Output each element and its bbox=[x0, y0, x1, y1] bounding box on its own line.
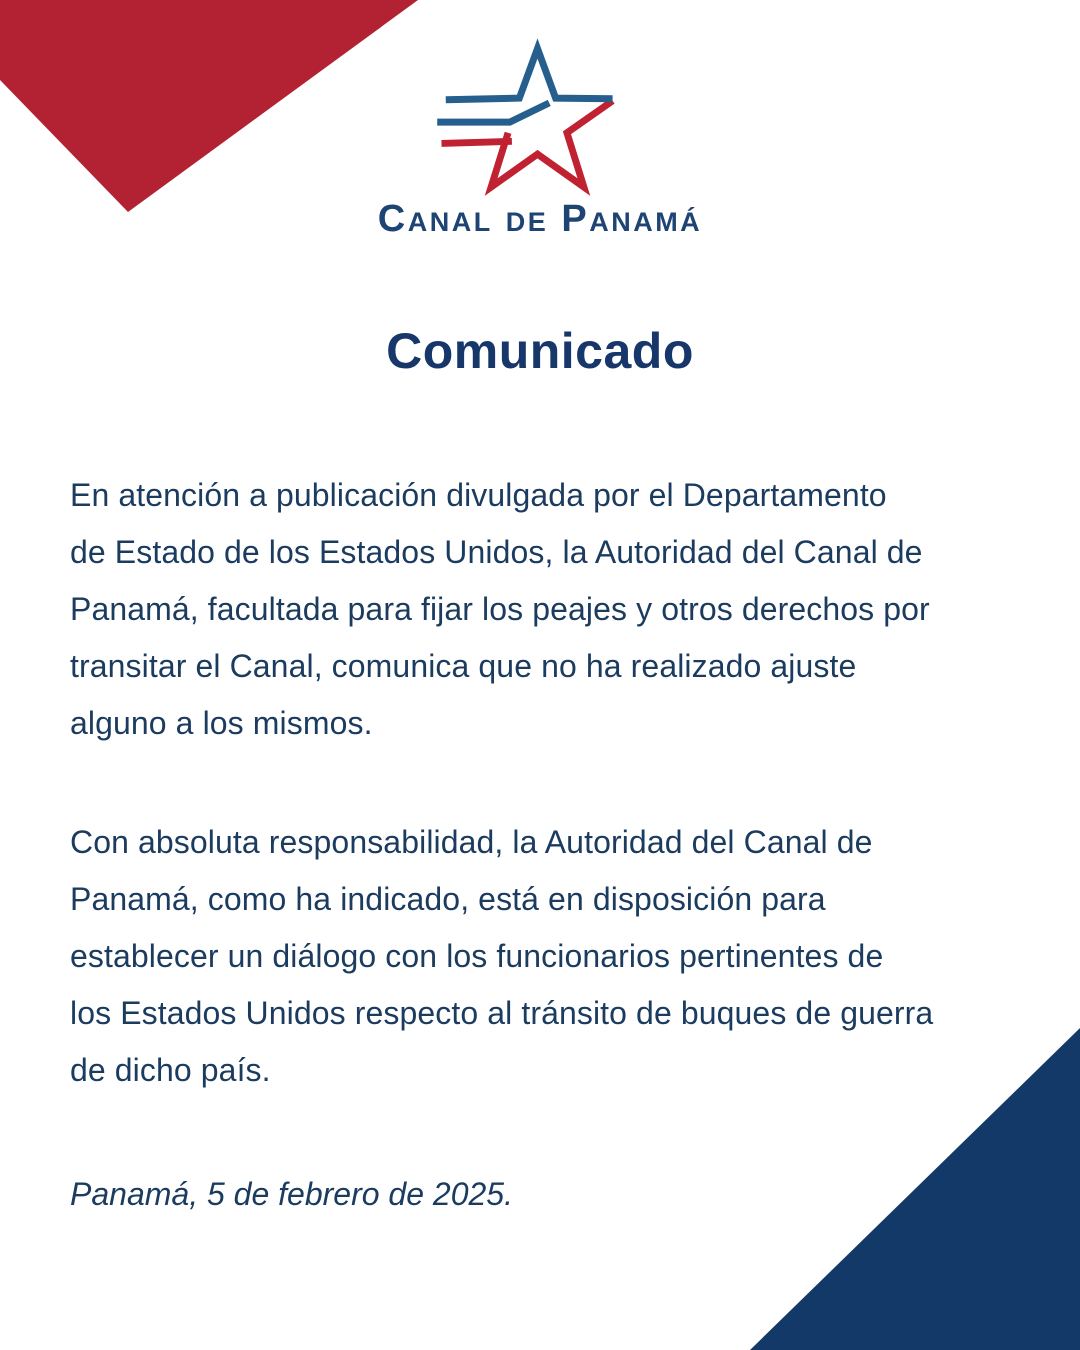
text-line: establecer un diálogo con los funcionarios pertinentes de bbox=[70, 938, 884, 974]
paragraph-1 bbox=[70, 467, 1015, 752]
paragraph-2 bbox=[70, 814, 1015, 1099]
text-line: transitar el Canal, comunica que no ha realizado ajuste bbox=[70, 648, 857, 684]
text-line: Panamá, como ha indicado, está en disposición para bbox=[70, 881, 826, 917]
dateline: Panamá, 5 de febrero de 2025. bbox=[70, 1176, 513, 1212]
text-line: Panamá, facultada para fijar los peajes y otros derechos por bbox=[70, 591, 930, 627]
logo-wordmark: Canal de Panamá bbox=[377, 198, 703, 240]
text-line: de dicho país. bbox=[70, 1052, 271, 1088]
text-line: alguno a los mismos. bbox=[70, 705, 373, 741]
page-title: Comunicado bbox=[386, 323, 694, 379]
red-corner-ribbon bbox=[0, 0, 420, 215]
text-line: de Estado de los Estados Unidos, la Autoridad del Canal de bbox=[70, 534, 923, 570]
text-line: En atención a publicación divulgada por el Departamento bbox=[70, 477, 887, 513]
text-line: los Estados Unidos respecto al tránsito de buques de guerra bbox=[70, 995, 934, 1031]
canal-de-panama-star-icon bbox=[420, 40, 655, 200]
text-line: Con absoluta responsabilidad, la Autoridad del Canal de bbox=[70, 824, 873, 860]
